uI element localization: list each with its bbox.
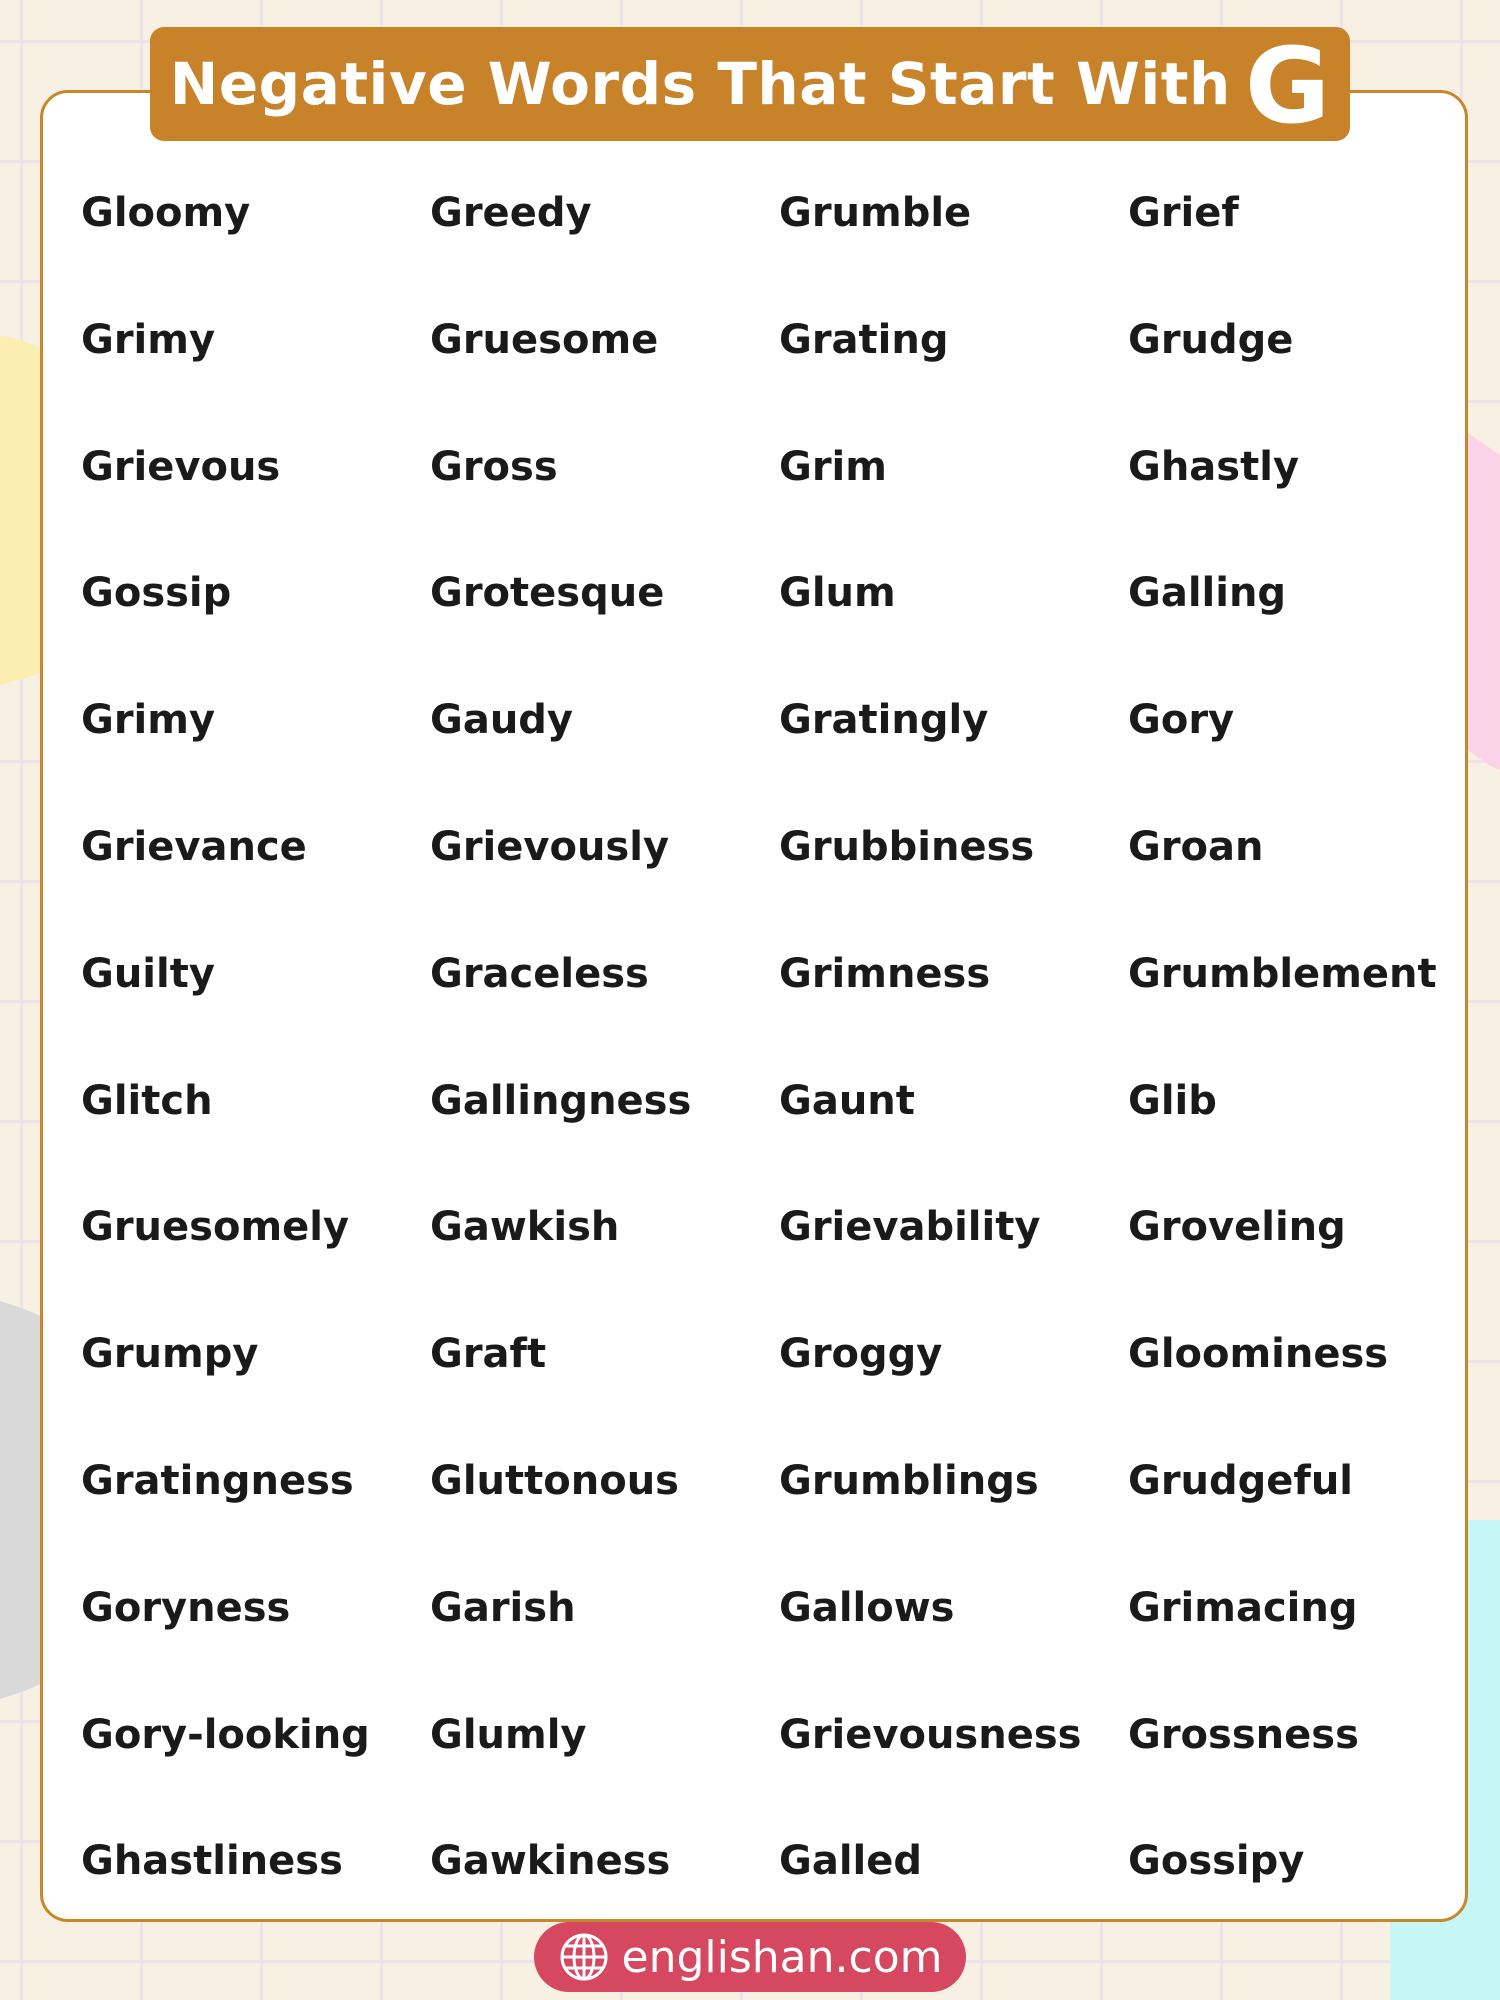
word-item: Glumly: [430, 1711, 587, 1758]
word-item: Glum: [779, 570, 896, 617]
word-item: Gaudy: [430, 697, 574, 744]
word-item: Gallows: [779, 1584, 955, 1631]
word-item: Grossness: [1128, 1711, 1359, 1758]
word-item: Grimness: [779, 950, 991, 997]
globe-icon: [558, 1931, 610, 1983]
word-item: Galling: [1128, 570, 1287, 617]
word-grid: [81, 148, 1481, 1923]
word-item: Gloomy: [81, 190, 251, 236]
word-item: Gallingness: [430, 1077, 692, 1124]
word-item: Grotesque: [430, 570, 665, 617]
word-item: Glib: [1128, 1077, 1217, 1124]
word-item: Goryness: [81, 1584, 291, 1631]
website-url: englishan.com: [621, 1931, 943, 1983]
word-item: Grievousness: [779, 1711, 1082, 1758]
word-item: Grumpy: [81, 1331, 259, 1378]
word-item: Grubbiness: [779, 823, 1035, 870]
word-item: Grievability: [779, 1204, 1041, 1251]
word-item: Gluttonous: [430, 1457, 679, 1504]
word-item: Gory-looking: [81, 1711, 370, 1758]
word-item: Grief: [1128, 190, 1239, 236]
word-item: Greedy: [430, 190, 592, 236]
word-item: Garish: [430, 1584, 576, 1631]
word-item: Glitch: [81, 1077, 213, 1124]
word-item: Grumblings: [779, 1457, 1039, 1504]
word-item: Guilty: [81, 950, 215, 997]
page-title: Negative Words That Start With: [169, 50, 1231, 118]
word-item: Graceless: [430, 950, 649, 997]
word-item: Gossip: [81, 570, 232, 617]
word-item: Grimy: [81, 316, 216, 363]
word-item: Ghastly: [1128, 443, 1300, 490]
word-item: Groan: [1128, 823, 1264, 870]
word-item: Groveling: [1128, 1204, 1346, 1251]
word-item: Galled: [779, 1838, 923, 1885]
word-item: Gawkiness: [430, 1838, 671, 1885]
word-item: Graft: [430, 1331, 547, 1378]
word-item: Gaunt: [779, 1077, 915, 1124]
word-item: Grievance: [81, 823, 307, 870]
word-item: Grudge: [1128, 316, 1294, 363]
word-item: Grievous: [81, 443, 281, 490]
word-item: Gross: [430, 443, 558, 490]
word-item: Grievously: [430, 823, 670, 870]
word-item: Grating: [779, 316, 949, 363]
website-badge[interactable]: [534, 1922, 966, 1992]
word-item: Gory: [1128, 697, 1235, 744]
word-item: Gratingly: [779, 697, 989, 744]
word-item: Gawkish: [430, 1204, 620, 1251]
word-item: Gruesomely: [81, 1204, 350, 1251]
title-banner: [150, 25, 1350, 147]
word-item: Grumble: [779, 190, 972, 236]
word-item: Ghastliness: [81, 1838, 343, 1885]
word-item: Grimacing: [1128, 1584, 1358, 1631]
word-item: Gossipy: [1128, 1838, 1305, 1885]
word-item: Gruesome: [430, 316, 659, 363]
word-item: Gloominess: [1128, 1331, 1389, 1378]
word-item: Gratingness: [81, 1457, 354, 1504]
word-item: Groggy: [779, 1331, 943, 1378]
word-item: Grimy: [81, 697, 216, 744]
title-letter: G: [1244, 25, 1331, 147]
word-item: Grim: [779, 443, 887, 490]
word-item: Grumblement: [1128, 950, 1437, 997]
word-item: Grudgeful: [1128, 1457, 1354, 1504]
